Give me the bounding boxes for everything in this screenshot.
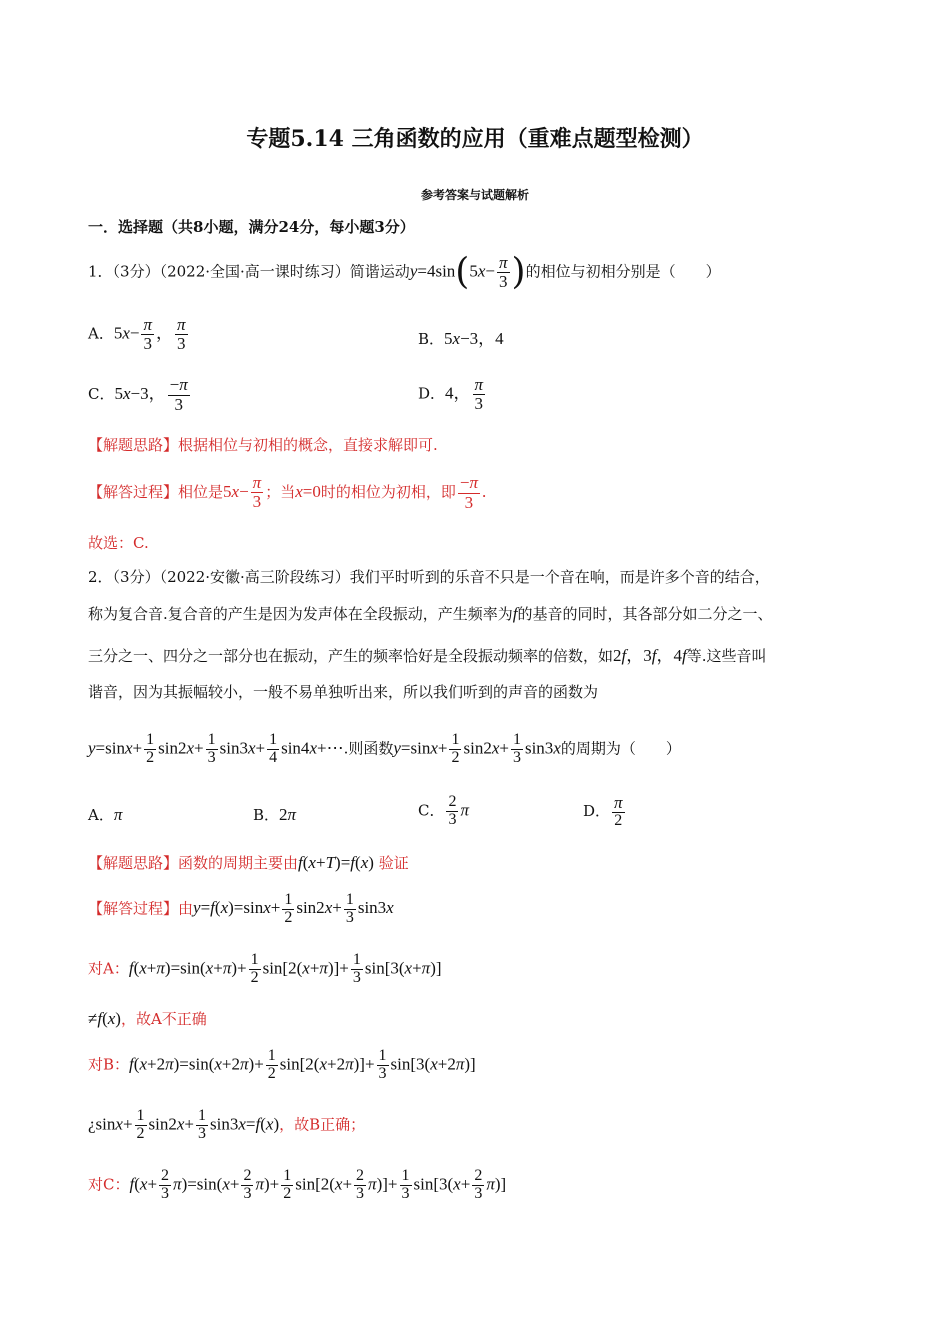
q2-stem-line4: 谐音，因为其振幅较小，一般不易单独听出来，所以我们听到的声音的函数为 bbox=[88, 683, 599, 701]
q2-option-a: A．π bbox=[88, 805, 123, 824]
q2-formula: y=sinx+ $\frac{1}{2}$ sin2x+ $\frac{1}{3}$ sin3x+ $\frac{1}{4}$ sin4x+⋯.则函数y=sinx+ $\frac{1}{2}$ sin2x+ $\frac{1}{3}$ sin3x的周期为（ ） bbox=[88, 731, 681, 766]
q2-option-b: B．2π bbox=[253, 805, 297, 824]
q2-process: 【解答过程】由y=f(x)=sinx+ $\frac{1}{2}$ sin2x+ $\frac{1}{3}$ sin3x bbox=[88, 891, 394, 926]
q1-option-b: B．5x−3，4 bbox=[418, 329, 504, 348]
q2-stem-line1: 2．（3分）（2022·安徽·高三阶段练习）我们平时听到的乐音不只是一个音在响，而是许多个音的结合， bbox=[88, 568, 770, 586]
page-subtitle: 参考答案与试题解析 bbox=[420, 188, 529, 202]
q2-stem-line3: 三分之一、四分之一部分也在振动，产生的频率恰好是全段振动频率的倍数，如2f，3f，4f等.这些音叫 bbox=[88, 646, 767, 665]
q2-check-b-result: ¿sinx+ $\frac{1}{2}$ sin2x+ $\frac{1}{3}$ sin3x=f(x)，故B正确； bbox=[88, 1107, 366, 1142]
q2-idea: 【解题思路】函数的周期主要由f(x+T)=f(x) 验证 bbox=[88, 853, 409, 872]
q2-option-c: C． $\frac{2}{3}$ π bbox=[418, 793, 470, 828]
q1-option-d: D．4， $\frac{\pi}{3}$ bbox=[418, 375, 484, 413]
q1-idea: 【解题思路】根据相位与初相的概念，直接求解即可. bbox=[88, 436, 438, 454]
q1-option-c: C．5x−3， $\frac{-\pi}{3}$ bbox=[88, 375, 188, 414]
q2-option-d: D． $\frac{\pi}{2}$ bbox=[583, 793, 623, 829]
page-title: 专题5.14 三角函数的应用（重难点题型检测） bbox=[246, 126, 704, 152]
q1-option-a: A．5x− $\frac{\pi}{3}$ ， $\frac{\pi}{3}$ bbox=[88, 315, 186, 353]
q2-check-a-result: ≠f(x)，故A不正确 bbox=[88, 1009, 207, 1028]
q1-process: 【解答过程】相位是5x− $\frac{\pi}{3}$ ；当x=0时的相位为初相，即 $\frac{-\pi}{3}$ . bbox=[88, 473, 487, 512]
section-heading: 一．选择题（共8小题，满分24分，每小题3分） bbox=[88, 218, 415, 236]
q1-answer: 故选：C. bbox=[88, 534, 149, 552]
q2-stem-line2: 称为复合音.复合音的产生是因为发声体在全段振动，产生频率为f的基音的同时，其各部分如二分之一、 bbox=[88, 604, 773, 623]
q2-check-b: 对B：f(x+2π)=sin(x+2π)+ $\frac{1}{2}$ sin[2(x+2π)]+ $\frac{1}{3}$ sin[3(x+2π)] bbox=[88, 1047, 476, 1082]
q1-stem: 1．（3分）（2022·全国·高一课时练习）简谐运动y=4sin(5x− $\frac{\pi}{3}$ )的相位与初相分别是（ ） bbox=[88, 251, 721, 293]
q2-check-c: 对C：f(x+ $\frac{2}{3}$ π)=sin(x+ $\frac{2}{3}$ π)+ $\frac{1}{2}$ sin[2(x+ $\frac{2}{3}$ π)]+ $\frac{1}{3}$ sin[3(x+ $\frac{2}{3}$ π)] bbox=[88, 1167, 507, 1202]
q2-check-a: 对A：f(x+π)=sin(x+π)+ $\frac{1}{2}$ sin[2(x+π)]+ $\frac{1}{3}$ sin[3(x+π)] bbox=[88, 951, 442, 986]
